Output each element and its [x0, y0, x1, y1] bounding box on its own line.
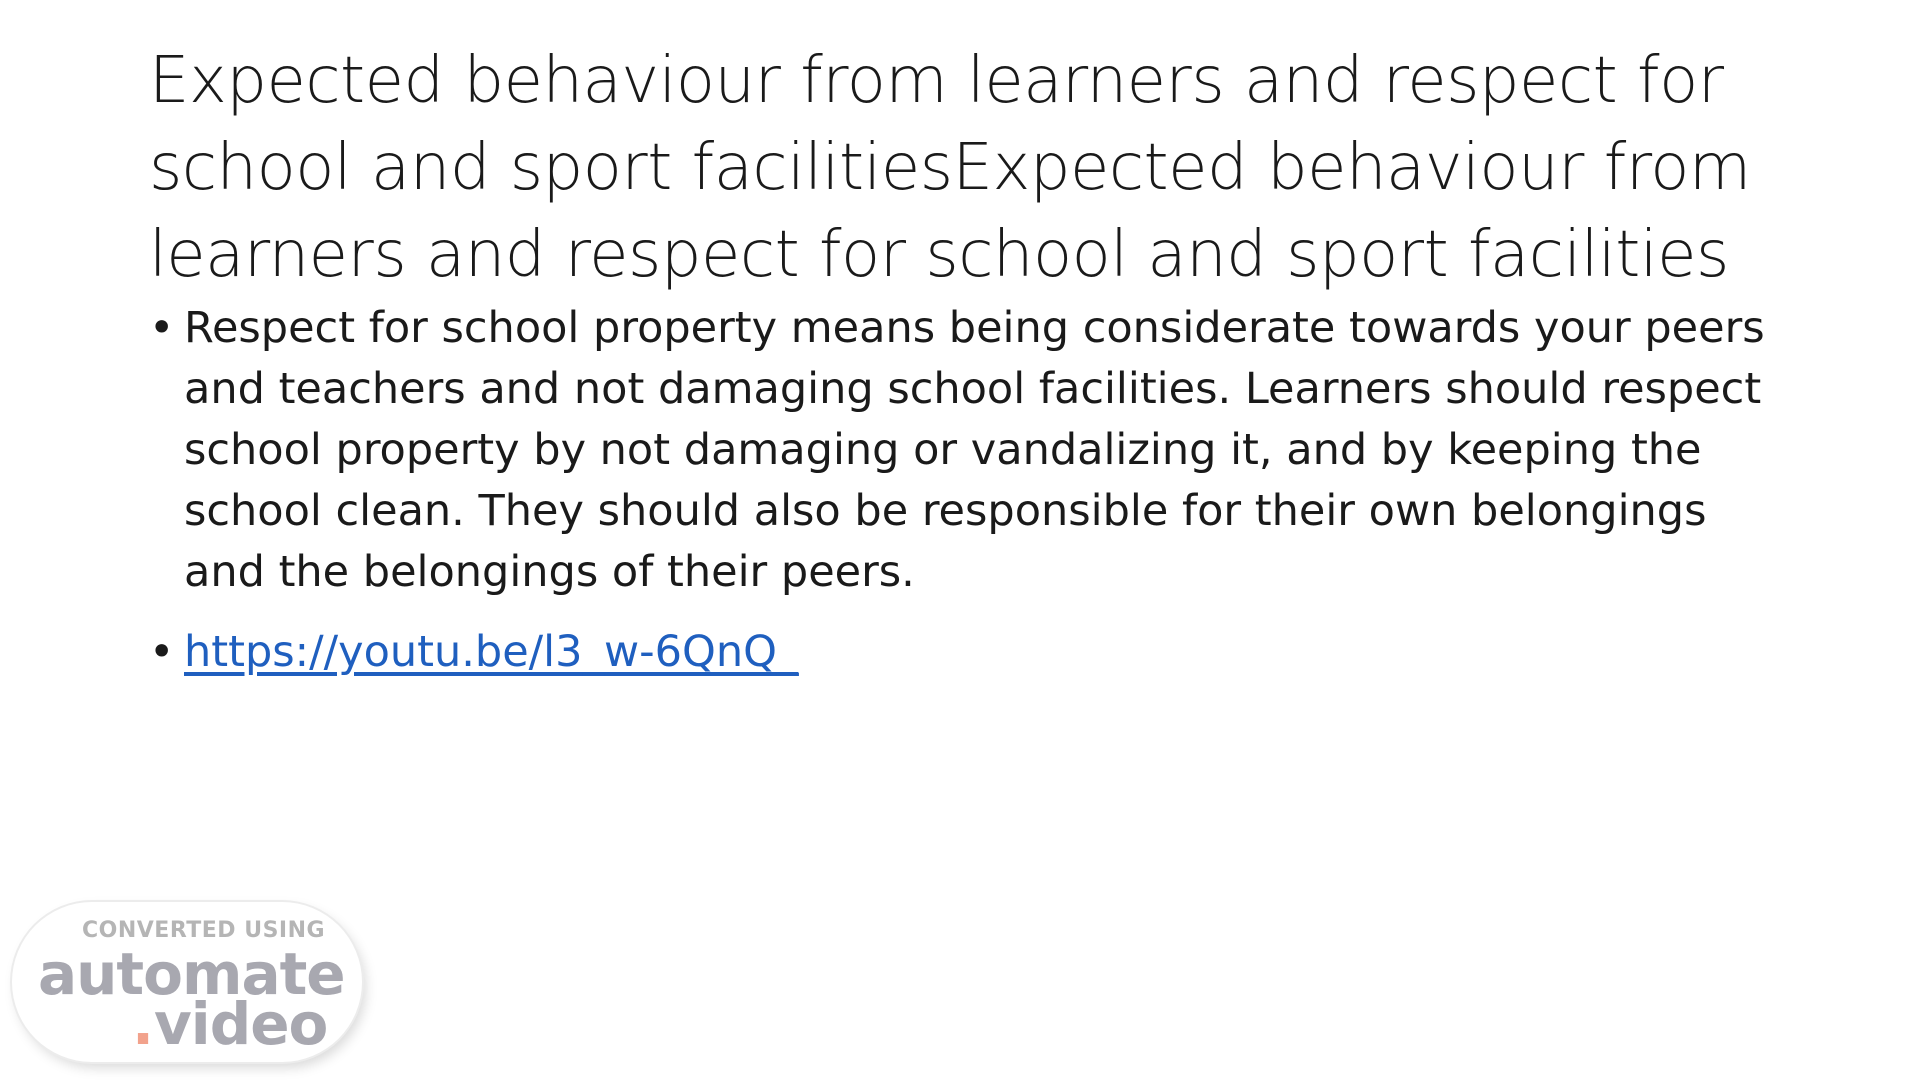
slide-title: Expected behaviour from learners and respect for school and sport facilitiesExpected behaviour from learners and respect for school and sport facilities [149, 44, 1751, 292]
bullet-list [149, 298, 1789, 683]
watermark-word-video: video [154, 990, 328, 1058]
video-link[interactable]: https://youtu.be/l3_w-6QnQ_ [184, 627, 799, 677]
bullet-dot-icon: • [149, 303, 175, 353]
watermark-word-automate: automate [38, 940, 345, 1008]
watermark-caption: CONVERTED USING [82, 918, 326, 943]
bullet-dot-icon: • [149, 627, 175, 677]
watermark-badge [12, 902, 362, 1062]
bullet-item-link [149, 622, 1789, 683]
watermark-dot: . [132, 990, 155, 1058]
slide-content [149, 298, 1789, 702]
bullet-item [149, 298, 1789, 603]
bullet-text: Respect for school property means being considerate towards your peers and teachers and not damaging school facilities. Learners should respect school property by not damaging or vandalizing it, and by keeping the school clean. They should also be responsible for their own belongings and the belongings of their peers. [184, 303, 1765, 597]
